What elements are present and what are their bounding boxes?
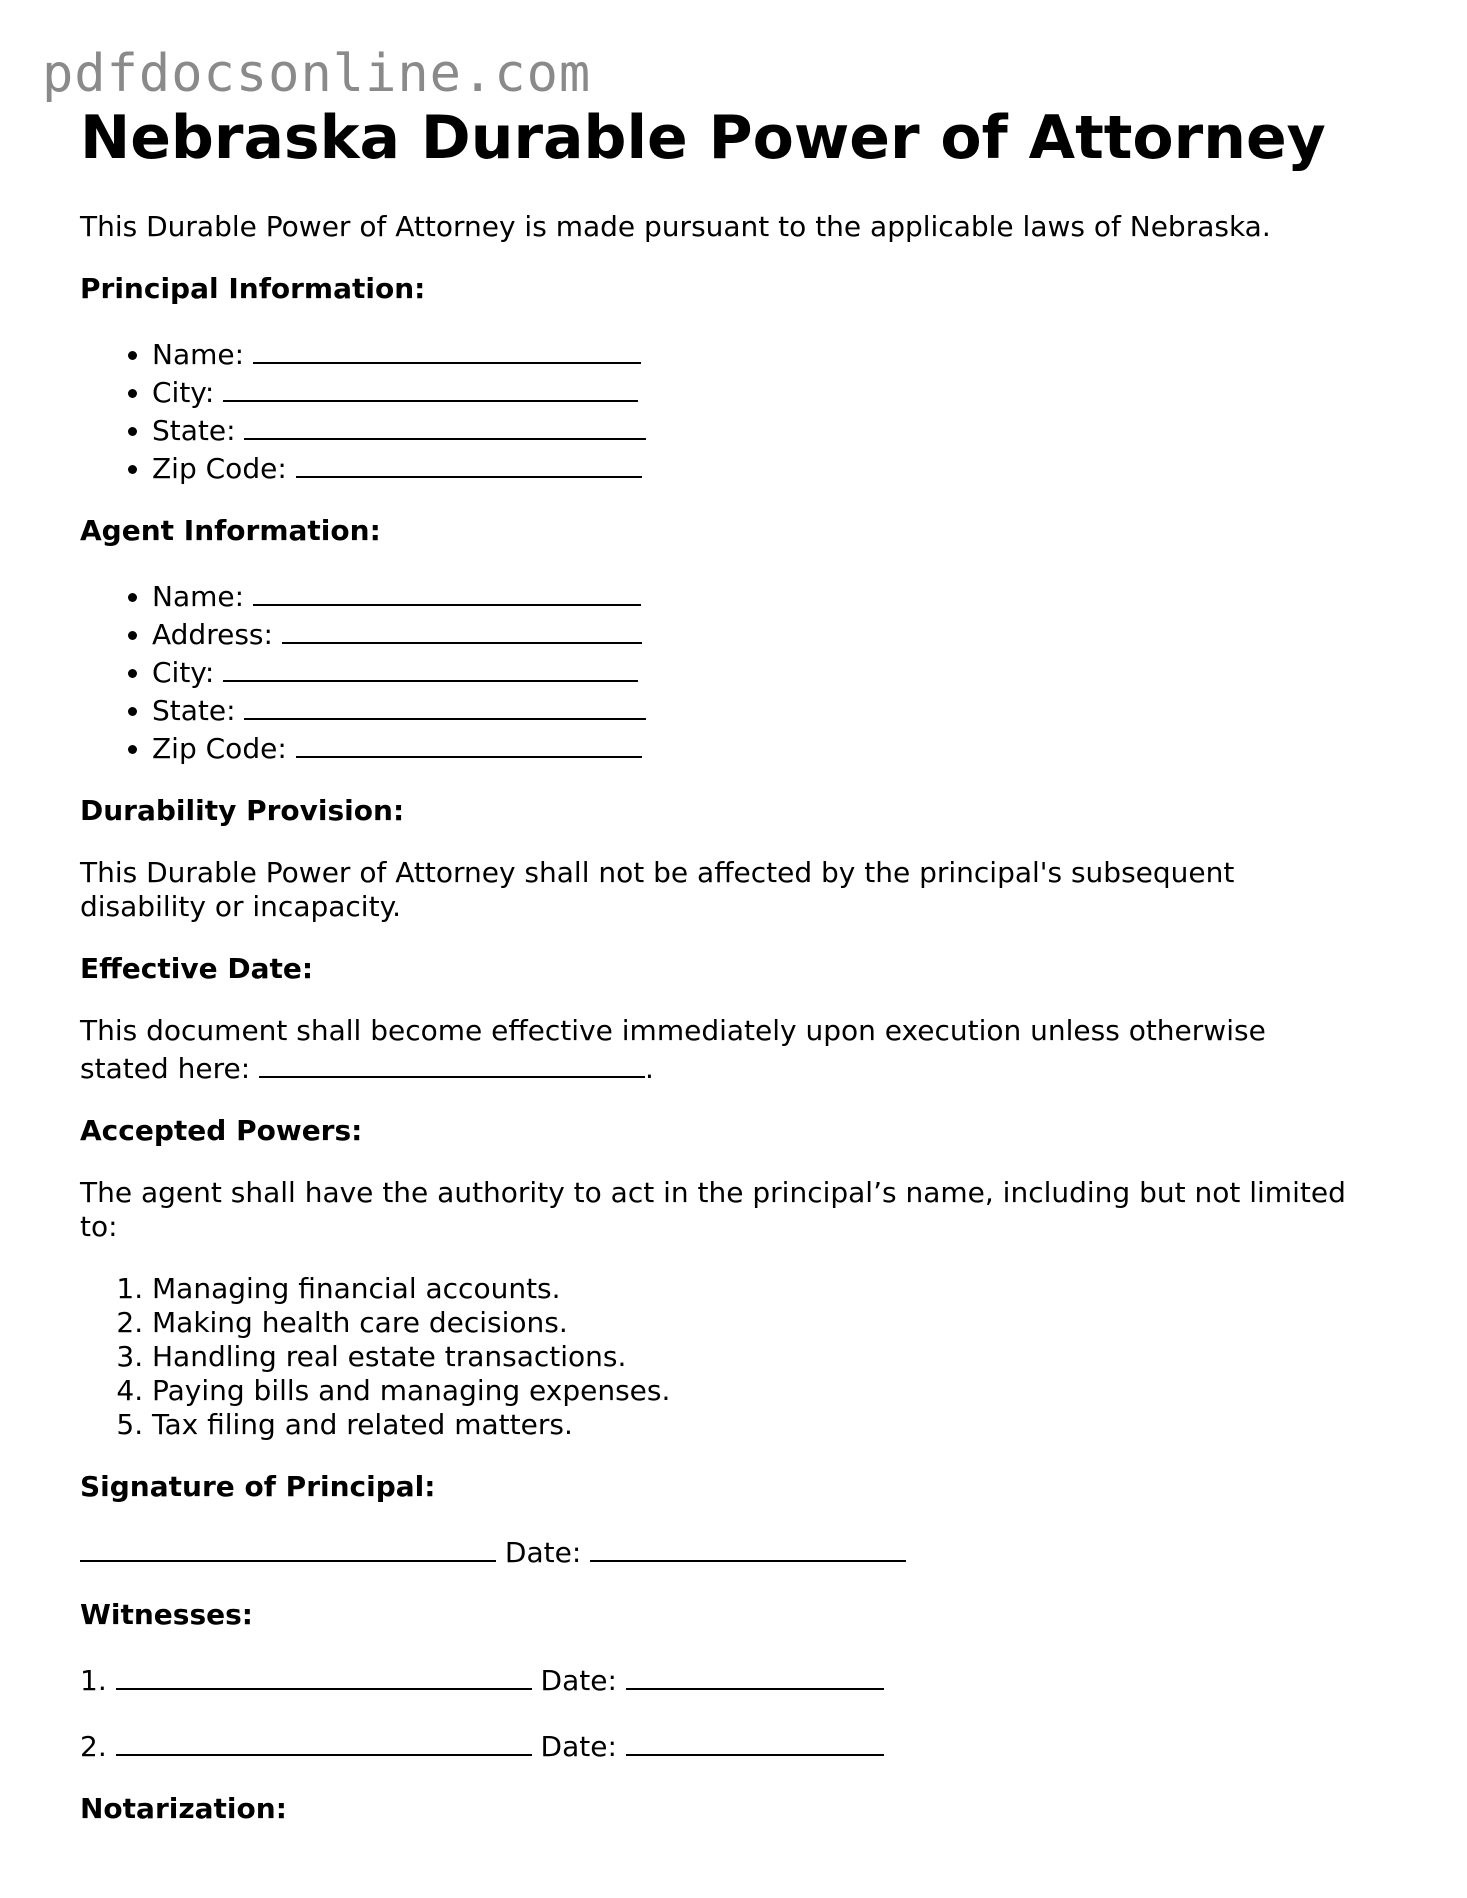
power-item: 2. Making health care decisions. <box>152 1306 1400 1340</box>
powers-list <box>80 1272 1400 1442</box>
agent-address-field: • Address: <box>152 614 1400 652</box>
agent-address-blank[interactable] <box>282 614 642 644</box>
witness-1-date-blank[interactable] <box>626 1660 884 1690</box>
agent-fields <box>80 576 1400 766</box>
agent-state-blank[interactable] <box>244 690 646 720</box>
notarization-heading: Notarization: <box>80 1792 287 1825</box>
signature-date-label: Date: <box>504 1536 582 1569</box>
power-item: 3. Handling real estate transactions. <box>152 1340 1400 1374</box>
principal-state-blank[interactable] <box>244 410 646 440</box>
effective-date-text: This document shall become effective immediately upon execution unless otherwise stated here: . <box>80 1014 1266 1085</box>
signature-row <box>80 1532 1400 1570</box>
agent-heading: Agent Information: <box>80 514 381 547</box>
power-item: 4. Paying bills and managing expenses. <box>152 1374 1400 1408</box>
principal-name-blank[interactable] <box>253 334 641 364</box>
watermark: pdfdocsonline.com <box>42 44 592 104</box>
witness-row-1 <box>80 1660 1400 1698</box>
agent-city-field: • City: <box>152 652 1400 690</box>
intro-text: This Durable Power of Attorney is made pursuant to the applicable laws of Nebraska. <box>80 210 1271 243</box>
document <box>80 100 1400 1826</box>
principal-city-field: • City: <box>152 372 1400 410</box>
witness-2-signature-blank[interactable] <box>116 1726 532 1756</box>
witness-1-signature-blank[interactable] <box>116 1660 532 1690</box>
effective-date-blank[interactable] <box>259 1048 645 1078</box>
agent-name-field: • Name: <box>152 576 1400 614</box>
durability-heading: Durability Provision: <box>80 794 405 827</box>
principal-name-field: • Name: <box>152 334 1400 372</box>
power-item: 1. Managing financial accounts. <box>152 1272 1400 1306</box>
powers-heading: Accepted Powers: <box>80 1114 363 1147</box>
agent-city-blank[interactable] <box>223 652 638 682</box>
witnesses-heading: Witnesses: <box>80 1598 253 1631</box>
agent-zip-field: • Zip Code: <box>152 728 1400 766</box>
powers-text: The agent shall have the authority to act in the principal’s name, including but not limited to: <box>80 1176 1346 1243</box>
principal-zip-blank[interactable] <box>296 448 642 478</box>
principal-signature-blank[interactable] <box>80 1532 496 1562</box>
power-item: 5. Tax filing and related matters. <box>152 1408 1400 1442</box>
witness-number: 1. <box>80 1664 107 1697</box>
principal-city-blank[interactable] <box>223 372 638 402</box>
document-title: Nebraska Durable Power of Attorney <box>80 103 1326 173</box>
principal-fields <box>80 334 1400 486</box>
witness-2-date-blank[interactable] <box>626 1726 884 1756</box>
durability-text: This Durable Power of Attorney shall not be affected by the principal's subsequent disability or incapacity. <box>80 856 1235 923</box>
agent-zip-blank[interactable] <box>296 728 642 758</box>
principal-zip-field: • Zip Code: <box>152 448 1400 486</box>
witness-number: 2. <box>80 1730 107 1763</box>
signature-heading: Signature of Principal: <box>80 1470 436 1503</box>
signature-date-blank[interactable] <box>590 1532 906 1562</box>
principal-heading: Principal Information: <box>80 272 426 305</box>
agent-state-field: • State: <box>152 690 1400 728</box>
witness-date-label: Date: <box>540 1664 617 1697</box>
witness-row-2 <box>80 1726 1400 1764</box>
effective-date-heading: Effective Date: <box>80 952 314 985</box>
principal-state-field: • State: <box>152 410 1400 448</box>
witness-date-label: Date: <box>540 1730 617 1763</box>
agent-name-blank[interactable] <box>253 576 641 606</box>
